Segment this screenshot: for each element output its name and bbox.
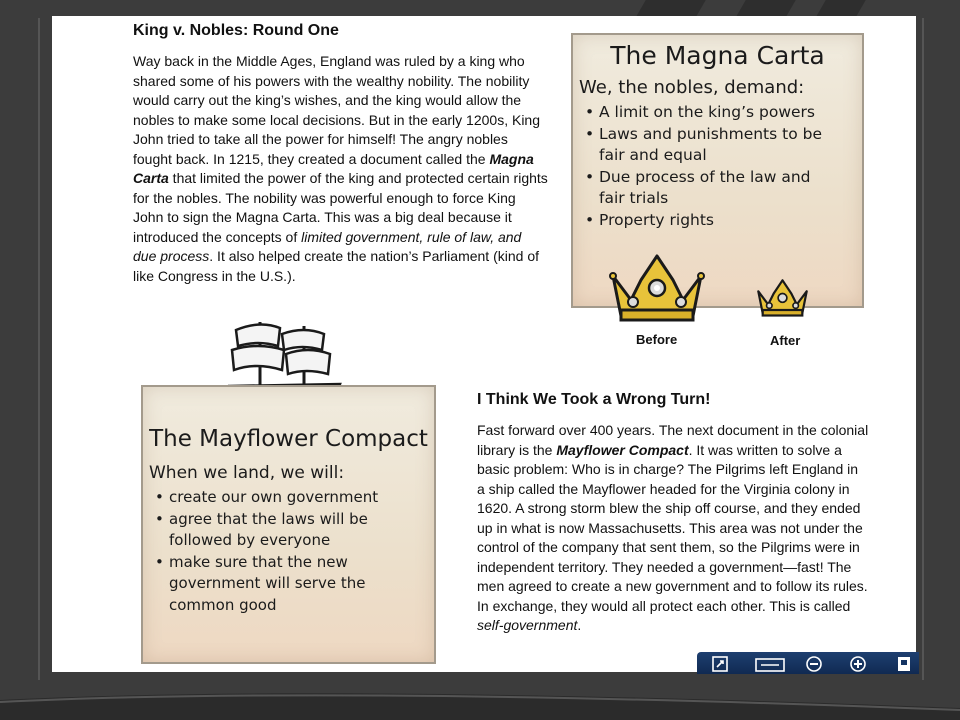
zoom-out-button[interactable]	[803, 655, 825, 673]
list-item: • create our own government	[151, 487, 406, 509]
large-crown-icon	[607, 254, 707, 326]
fit-width-button[interactable]	[753, 655, 787, 673]
magna-carta-subtitle: We, the nobles, demand:	[579, 77, 805, 98]
section-body-king-v-nobles: Way back in the Middle Ages, England was ruled by a king who shared some of his powers with the wealthy nobility. The nobility would carry out the king’s wishes, and the king would allow the nobles to make some local decisions. But in the early 1200s, King John tried to take all the power for himself! The angry nobles fought back. In 1215, they created a document called the Magna Carta that limited the power of the king and protected certain rights for the nobles. The nobility was powerful enough to force King John to sign the Magna Carta. This was a big deal because it introduced the concepts of limited government, rule of law, and due process. It also helped create the nation’s Parliament (kind of like Congress in the U.S.).	[133, 53, 548, 284]
page-button[interactable]	[893, 655, 915, 673]
fit-page-button[interactable]	[709, 655, 731, 673]
frame-line-right	[922, 18, 924, 680]
zoom-in-icon	[849, 655, 867, 673]
list-item: • Due process of the law and fair trials	[581, 167, 831, 210]
magna-carta-title: The Magna Carta	[610, 41, 825, 70]
term-mayflower-compact: Mayflower Compact	[556, 441, 689, 458]
before-caption: Before	[636, 332, 678, 347]
term-limited-government: limited government, rule of law, and due process	[133, 228, 522, 264]
page-icon	[895, 655, 913, 673]
list-item: • A limit on the king’s powers	[581, 102, 831, 124]
mayflower-compact-subtitle: When we land, we will:	[149, 463, 345, 483]
small-crown-icon	[755, 279, 810, 319]
list-item: • make sure that the new government will serve the common good	[151, 552, 406, 617]
section-body-wrong-turn: Fast forward over 400 years. The next document in the colonial library is the Mayflower Compact. It was written to solve a basic problem: Who is in charge? The Pilgrims left England in a ship called the Mayflower headed for the Virginia colony in 1620. A strong storm blew the ship off course, and they ended up in what is now Massachusetts. This area was not under the control of the company that sent them, so the Pilgrims were in independent territory. They needed a government—fast! The men agreed to create a new government and to follow its rules. In exchange, they would all protect each other. This is called self-government.	[477, 422, 869, 633]
list-item: • Property rights	[581, 210, 831, 232]
zoom-out-icon	[805, 655, 823, 673]
document-page	[52, 16, 916, 672]
magna-carta-list	[581, 102, 831, 231]
viewer-toolbar	[697, 652, 919, 674]
section-title-wrong-turn: I Think We Took a Wrong Turn!	[477, 391, 711, 408]
mayflower-compact-title: The Mayflower Compact	[149, 426, 428, 452]
fit-width-icon	[755, 655, 785, 673]
frame-line-left	[38, 18, 40, 680]
term-magna-carta: Magna Carta	[133, 150, 534, 186]
mayflower-compact-list	[151, 487, 406, 616]
list-item: • agree that the laws will be followed by everyone	[151, 509, 406, 552]
zoom-in-button[interactable]	[847, 655, 869, 673]
term-self-government: self-government	[477, 617, 578, 633]
list-item: • Laws and punishments to be fair and equal	[581, 124, 831, 167]
section-title-king-v-nobles: King v. Nobles: Round One	[133, 22, 339, 39]
after-caption: After	[770, 333, 801, 348]
fit-page-icon	[711, 655, 729, 673]
mayflower-compact-card	[141, 385, 436, 664]
